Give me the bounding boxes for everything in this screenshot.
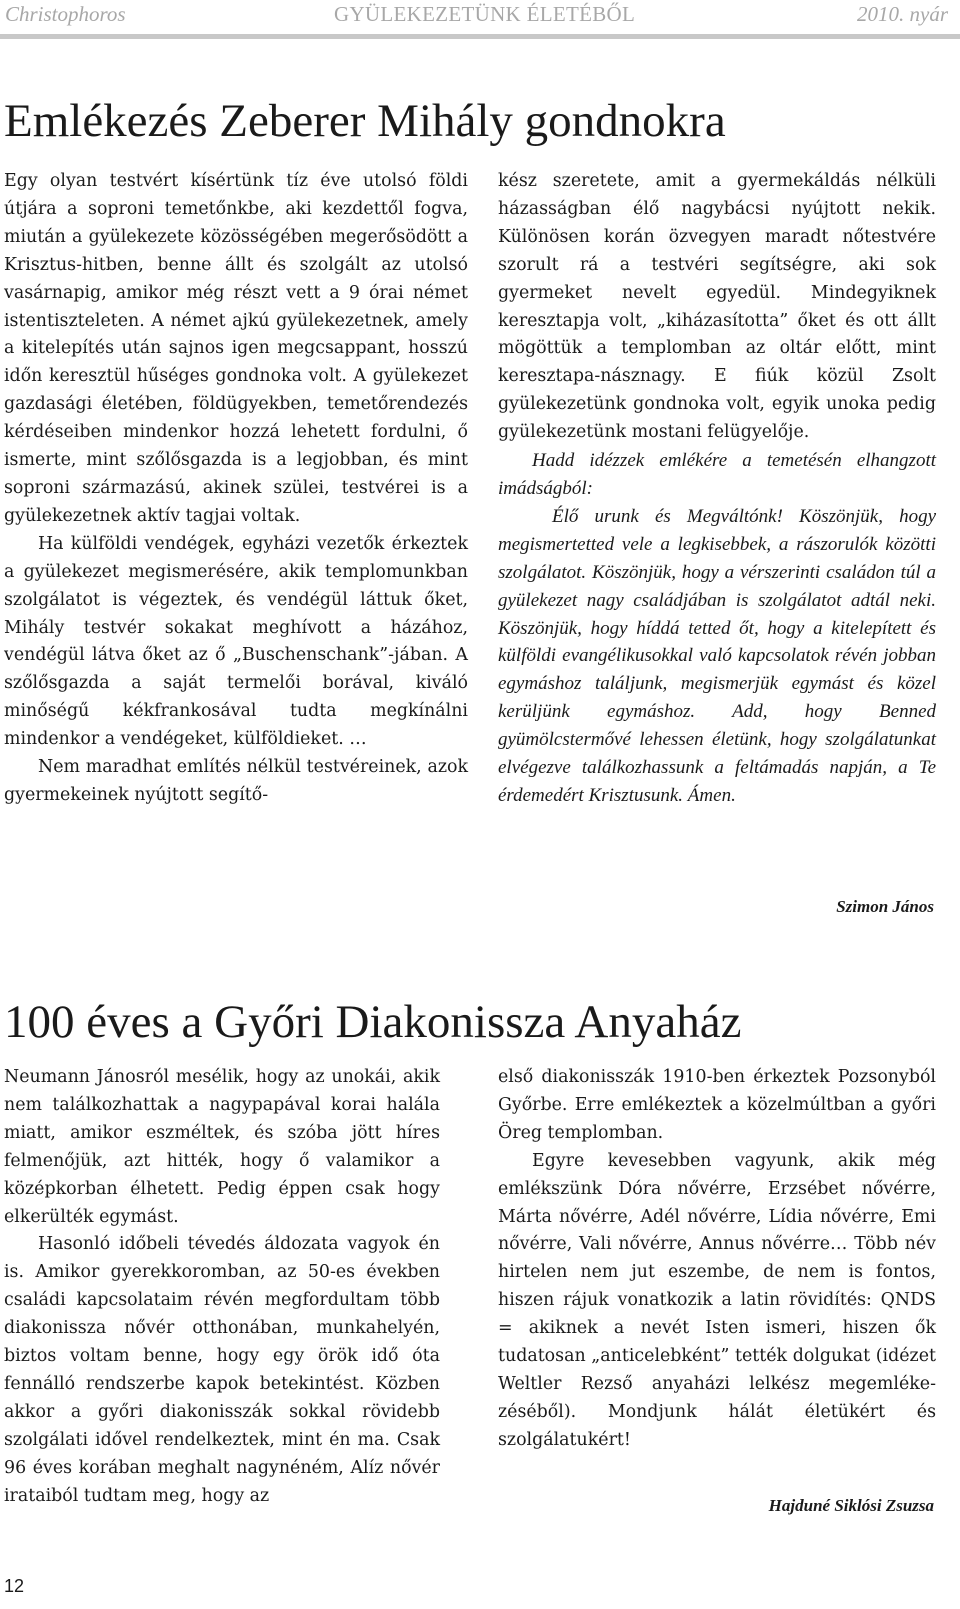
article-title-diakonissza: 100 éves a Győri Diakonissza Anyaház (4, 996, 742, 1048)
article1-column-right (498, 168, 936, 810)
article1-paragraph-4: kész szeretete, amit a gyermekáldás nélküli házasságban élő nagybácsi nyújtott nekik. Különösen korán özvegyen maradt nőtestvére szorult rá a testvéri segítségre, aki sok gyermeket nevelt egyedül. Mindegyiknek keresztapja volt, „kiházasította” őket és ott állt mögöttük a templomban az oltár előtt, mint keresztapa-násznagy. E fiúk közül Zsolt gyülekezetünk gondnoka volt, egyik unoka pedig gyülekezetünk mostani felügyelője. (498, 171, 936, 443)
prayer-text: Élő urunk és Megváltónk! Köszönjük, hogy megismertetted vele a legkisebbek, a rászorulók közötti szolgálatot. Köszönjük, hogy a vérszerinti családon túl a gyülekezet nagy családjában is szolgálatot adtál neki. Köszönjük, hogy híddá tetted őt, hogy a kitelepített és külföldi evangélikusokkal való kapcsolatok révén jobban egymáshoz találjunk, megismerjük egymást és közel kerüljünk egymáshoz. Add, hogy Benned gyümölcstermővé lehessen életünk, hogy szolgálatunkat elvégezve találkozhassunk a feltámadás napján, a Te érdemedért Krisztusunk. Ámen. (498, 505, 936, 806)
article1-signature: Szimon János (836, 897, 934, 916)
article2-paragraph-3: első diakonisszák 1910-ben érkeztek Pozsonyból Győrbe. Erre emlékeztek a közelmúltban a győri Öreg templomban. (498, 1067, 936, 1143)
page-header (0, 0, 960, 34)
article2-paragraph-1: Neumann Jánosról mesélik, hogy az unokái, akik nem találkozhattak a nagypapával korai halála miatt, amikor eszméltek, és szóba jött híres felmenőjük, azt hitték, hogy ő valamikor a középkorban élhetett. Pedig éppen csak hogy elkerülték egymást. (4, 1067, 440, 1227)
article2-paragraph-2: Hasonló időbeli tévedés áldozata vagyok én is. Amikor gyerekkoromban, az 50-es években családi kapcsolataim révén megfordultam több diakonissza nővér otthonában, munkahelyén, biztos voltam benne, hogy egy örök idő óta fennálló rendszerbe kapok betekintést. Közben akkor a győri diakonisszák sokkal rövidebb szolgálati idővel rendelkeztek, mint én ma. Csak 96 éves korában meghalt nagynéném, Alíz nővér irataiból tudtam meg, hogy az (4, 1234, 440, 1506)
article2-column-left (4, 1064, 440, 1511)
article1-paragraph-1: Egy olyan testvért kísértünk tíz éve utolsó földi útjára a soproni temetőnkbe, aki kezdettől fogva, miután a gyülekezete közösségében megerősödött a Krisztus-hitben, benne állt és szolgált az utolsó vasárnapig, amikor még részt vett a 9 órai német istentiszteleten. A német ajkú gyülekezetnek, amely a kitelepítés után sajnos igen megcsappant, hosszú időn keresztül hűséges gondnoka volt. A gyülekezet gazdasági életében, földügyekben, temetőrendezés kérdéseiben mindenkor hozzá lehetett fordulni, ő ismerte, mint szőlősgazda is a legjobban, és mint soproni származású, akinek szülei, testvérei is a gyülekezetnek aktív tagjai voltak. (4, 171, 468, 526)
article1-column-left (4, 168, 468, 810)
article2-column-right (498, 1064, 936, 1455)
article-title-memorial: Emlékezés Zeberer Mihály gondnokra (4, 95, 726, 147)
header-section: GYÜLEKEZETÜNK ÉLETÉBŐL (334, 2, 636, 26)
article2-signature: Hajduné Siklósi Zsuzsa (768, 1496, 934, 1515)
article2-paragraph-4: Egyre kevesebben vagyunk, akik még emlékszünk Dóra nővérre, Erzsébet nővérre, Márta nővérre, Adél nővérre, Lídia nővérre, Emi nővérre, Vali nővérre, Annus nővérre… Több név hirtelen nem jut eszembe, de nem is fontos, hiszen rájuk vonatkozik a latin rövidítés: QNDS = akiknek a nevét Isten ismeri, hiszen ők tudatosan „anticelebként” tették dolgukat (idézet Weltler Rezső anyaházi lelkész megemlékezéséből). Mondjunk hálát életükért és szolgálatukért! (498, 1150, 936, 1450)
page-number: 12 (4, 1576, 25, 1596)
article1-paragraph-2: Ha külföldi vendégek, egyházi vezetők érkeztek a gyülekezet megismerésére, akik templomunkban szolgálatot is végeztek, és vendégül láttuk őket, Mihály testvér sokakat meghívott a házához, vendégül látva őket az ő „Buschenschank”-jában. A szőlősgazda a saját termelői borával, kiváló minőségű kékfrankosával tudta megkínálni mindenkor a vendégeket, külföldieket. … (4, 533, 468, 750)
prayer-intro: Hadd idézzek emlékére a temetésén elhangzott imádságból: (498, 450, 936, 499)
article1-paragraph-3: Nem maradhat említés nélkül testvéreinek, azok gyermekeinek nyújtott segítő- (4, 757, 468, 805)
header-publication: Christophoros (5, 2, 126, 26)
header-divider (0, 34, 960, 39)
header-issue: 2010. nyár (857, 2, 948, 26)
